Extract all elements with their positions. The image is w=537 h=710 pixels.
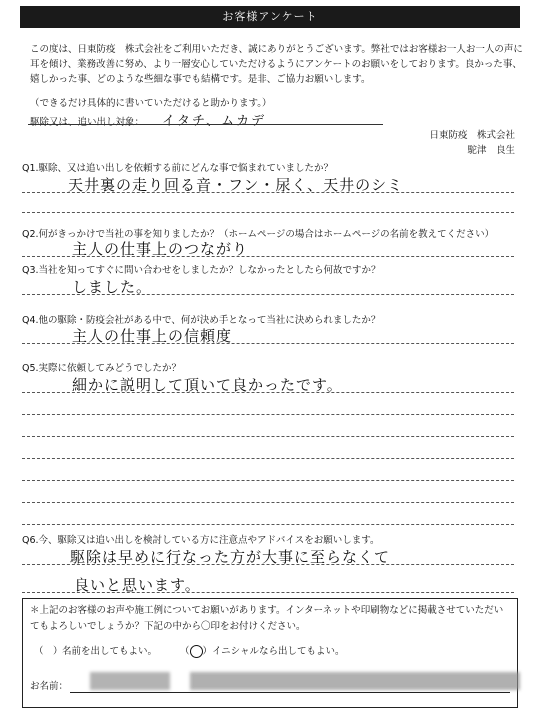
answer-line bbox=[22, 458, 514, 459]
answer-line bbox=[22, 436, 514, 437]
answer-6-line-1: 駆除は早めに行なった方が大事に至らなくて bbox=[70, 548, 391, 566]
name-label: お名前： bbox=[30, 681, 69, 692]
answer-line bbox=[22, 343, 514, 344]
question-5: Q5.実際に依頼してみどうでしたか？ bbox=[22, 363, 182, 374]
permission-request: ＊上記のお客様のお声や施工例についてお願いがあります。インターネットや印刷物などに掲載させていただいてもよろしいでしょうか？下記の中から〇印をお付けください。 bbox=[30, 605, 504, 632]
question-4: Q4.他の駆除・防疫会社がある中で、何が決め手となって当社に決められましたか？ bbox=[22, 315, 381, 326]
answer-line bbox=[22, 564, 514, 565]
answer-line bbox=[22, 592, 514, 593]
answer-line bbox=[22, 294, 514, 295]
question-3: Q3.当社を知ってすぐに問い合わせをしましたか？しなかったとしたら何故ですか？ bbox=[22, 265, 381, 276]
company-name: 日東防疫 株式会社 bbox=[429, 130, 515, 141]
representative-name: 駝津 良生 bbox=[467, 145, 515, 156]
answer-4: 主人の仕事上の信頼度 bbox=[72, 327, 233, 345]
answer-line bbox=[22, 392, 514, 393]
name-underline bbox=[70, 692, 510, 693]
answer-line bbox=[22, 256, 514, 257]
answer-line bbox=[22, 414, 514, 415]
answer-6-line-2: 良いと思います。 bbox=[74, 576, 201, 594]
target-label: 駆除又は、追い出し対象： bbox=[30, 117, 145, 128]
question-1: Q1.駆除、又は追い出しを依頼する前にどんな事で悩まれていましたか？ bbox=[22, 163, 334, 174]
answer-line bbox=[22, 192, 514, 193]
option-name-ok-label: 名前を出してもよい。 bbox=[62, 646, 158, 657]
answer-line bbox=[22, 480, 514, 481]
question-2: Q2.何がきっかけで当社の事を知りましたか？（ホームページの場合はホームページの名前を教えてください） bbox=[22, 229, 495, 240]
answer-5: 細かに説明して頂いて良かったです。 bbox=[72, 376, 343, 394]
company-block bbox=[429, 128, 515, 158]
question-6: Q6.今、駆除又は追い出しを検討している方に注意点やアドバイスをお願いします。 bbox=[22, 535, 380, 546]
answer-2: 主人の仕事上のつながり bbox=[72, 240, 249, 258]
option-name-ok[interactable]: （ ）名前を出してもよい。 bbox=[34, 646, 158, 657]
answer-line bbox=[22, 524, 514, 525]
selected-circle-mark bbox=[190, 645, 203, 658]
target-answer: イタチ、ムカデ bbox=[162, 114, 267, 129]
redacted-address bbox=[190, 672, 520, 690]
answer-1: 天井裏の走り回る音・フン・尿く、天井のシミ bbox=[68, 176, 404, 194]
option-initials-ok-label: イニシャルなら出してもよい。 bbox=[212, 646, 345, 657]
answer-3: しました。 bbox=[72, 278, 153, 296]
intro-text: この度は、日東防疫 株式会社をご利用いただき、誠にありがとうございます。弊社ではお客様お一人お一人の声に耳を傾け、業務改善に努め、より一層安心していただけるようにアンケートのお願いをしております。良かった事、嬉しかった事、どのような些細な事でも結構です。是非、ご協力お願いします。 bbox=[30, 44, 523, 85]
survey-title: お客様アンケート bbox=[20, 6, 520, 28]
instruction-note: （できるだけ具体的に書いていただけると助かります。） bbox=[30, 98, 272, 109]
answer-line bbox=[22, 502, 514, 503]
target-row bbox=[30, 110, 266, 129]
target-underline bbox=[28, 124, 383, 125]
answer-line bbox=[22, 212, 514, 213]
option-initials-ok[interactable]: （ ）イニシャルなら出してもよい。 bbox=[180, 646, 345, 657]
redacted-name bbox=[90, 672, 170, 690]
